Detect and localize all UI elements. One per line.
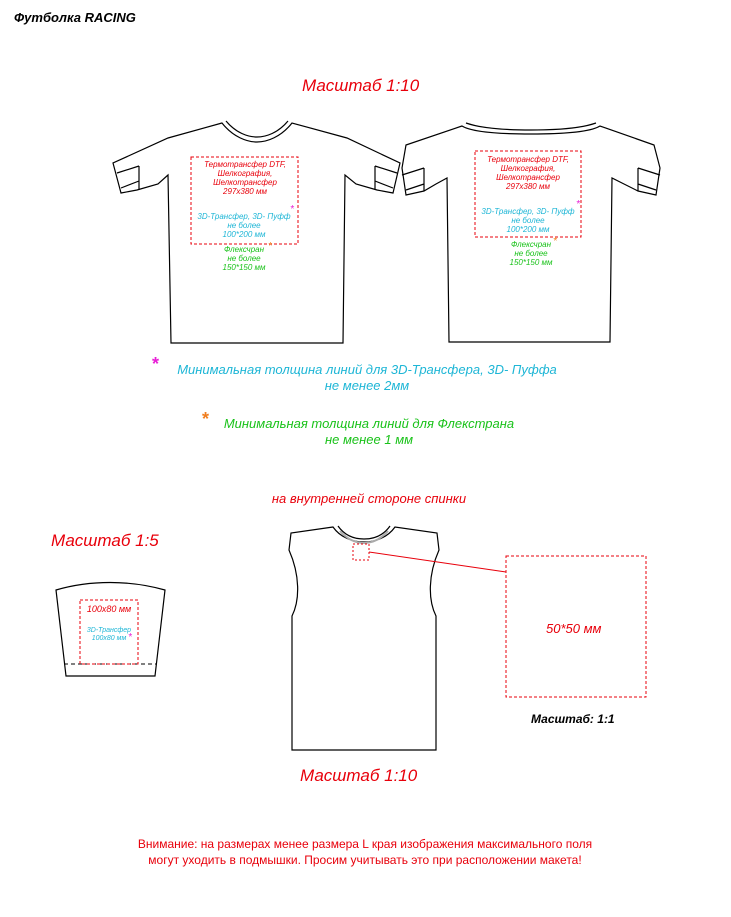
back-dtf-title: Термотрансфер DTF, — [487, 155, 569, 164]
front-dtf-line2: Шелкография, — [217, 169, 273, 178]
inner-caption: на внутренней стороне спинки — [271, 491, 467, 506]
back-flex-line1: Флексчран — [510, 240, 551, 249]
front-dtf-block — [189, 160, 301, 196]
sleeve-size-label: 100x80 мм — [86, 604, 132, 614]
note-flex — [208, 416, 530, 448]
front-3d-star-icon: * — [290, 204, 294, 215]
note-3d-line2: не менее 2мм — [324, 378, 410, 393]
note-flex-line1: Минимальная толщина линий для Флекстрана — [223, 416, 515, 431]
warning-note — [80, 836, 650, 868]
front-flex-line1: Флексчран — [223, 245, 264, 254]
back-3d-size: 100*200 мм — [506, 225, 550, 234]
sleeve-scale-label: Масштаб 1:5 — [51, 531, 159, 550]
note-3d-line1: Минимальная толщина линий для 3D-Трансфера, 3D- Пуффа — [177, 362, 557, 377]
front-dtf-title: Термотрансфер DTF, — [204, 160, 286, 169]
sleeve-3d-line1: 3D-Трансфер — [86, 627, 132, 634]
back-flex-star-icon: * — [553, 236, 557, 247]
note-3d-star-icon: * — [152, 354, 160, 374]
warning-line2: могут уходить в подмышки. Просим учитывать это при расположении макета! — [148, 853, 582, 867]
front-flex-size: 150*150 мм — [222, 263, 266, 272]
back-flex-size: 150*150 мм — [509, 258, 553, 267]
back-dtf-block — [472, 155, 584, 191]
front-dtf-line3: Шелкотрансфер — [213, 178, 277, 187]
back-3d-star-icon: * — [576, 199, 580, 210]
back-dtf-line3: Шелкотрансфер — [496, 173, 560, 182]
warning-line1: Внимание: на размерах менее размера L края изображения максимального поля — [137, 837, 593, 851]
note-flex-line2: не менее 1 мм — [324, 432, 414, 447]
back-dtf-size: 297x380 мм — [506, 182, 550, 191]
front-3d-line1: 3D-Трансфер, 3D- Пуфф — [197, 212, 291, 221]
back-3d-line1: 3D-Трансфер, 3D- Пуфф — [481, 207, 575, 216]
label-size-text: 50*50 мм — [546, 621, 602, 636]
back-3d-line2: не более — [511, 216, 545, 225]
front-3d-size: 100*200 мм — [222, 230, 266, 239]
note-3d — [160, 362, 574, 394]
back-flex-line2: не более — [514, 249, 548, 258]
front-3d-line2: не более — [227, 221, 261, 230]
back-flex-block — [492, 240, 570, 267]
back-3d-block — [473, 207, 583, 234]
front-dtf-size: 297x380 мм — [223, 187, 267, 196]
bottom-scale-label: Масштаб 1:10 — [300, 766, 418, 785]
front-3d-block — [189, 212, 299, 239]
note-flex-star-icon: * — [202, 409, 210, 429]
top-scale-label: Масштаб 1:10 — [302, 76, 420, 95]
front-flex-star-icon: * — [268, 241, 272, 252]
page-title: Футболка RACING — [14, 10, 136, 25]
front-flex-line2: не более — [227, 254, 261, 263]
back-dtf-line2: Шелкография, — [500, 164, 556, 173]
sleeve-3d-size: 100x80 мм — [91, 635, 127, 642]
label-scale-text: Масштаб: 1:1 — [531, 712, 615, 726]
sleeve-3d-star-icon: * — [128, 632, 132, 643]
